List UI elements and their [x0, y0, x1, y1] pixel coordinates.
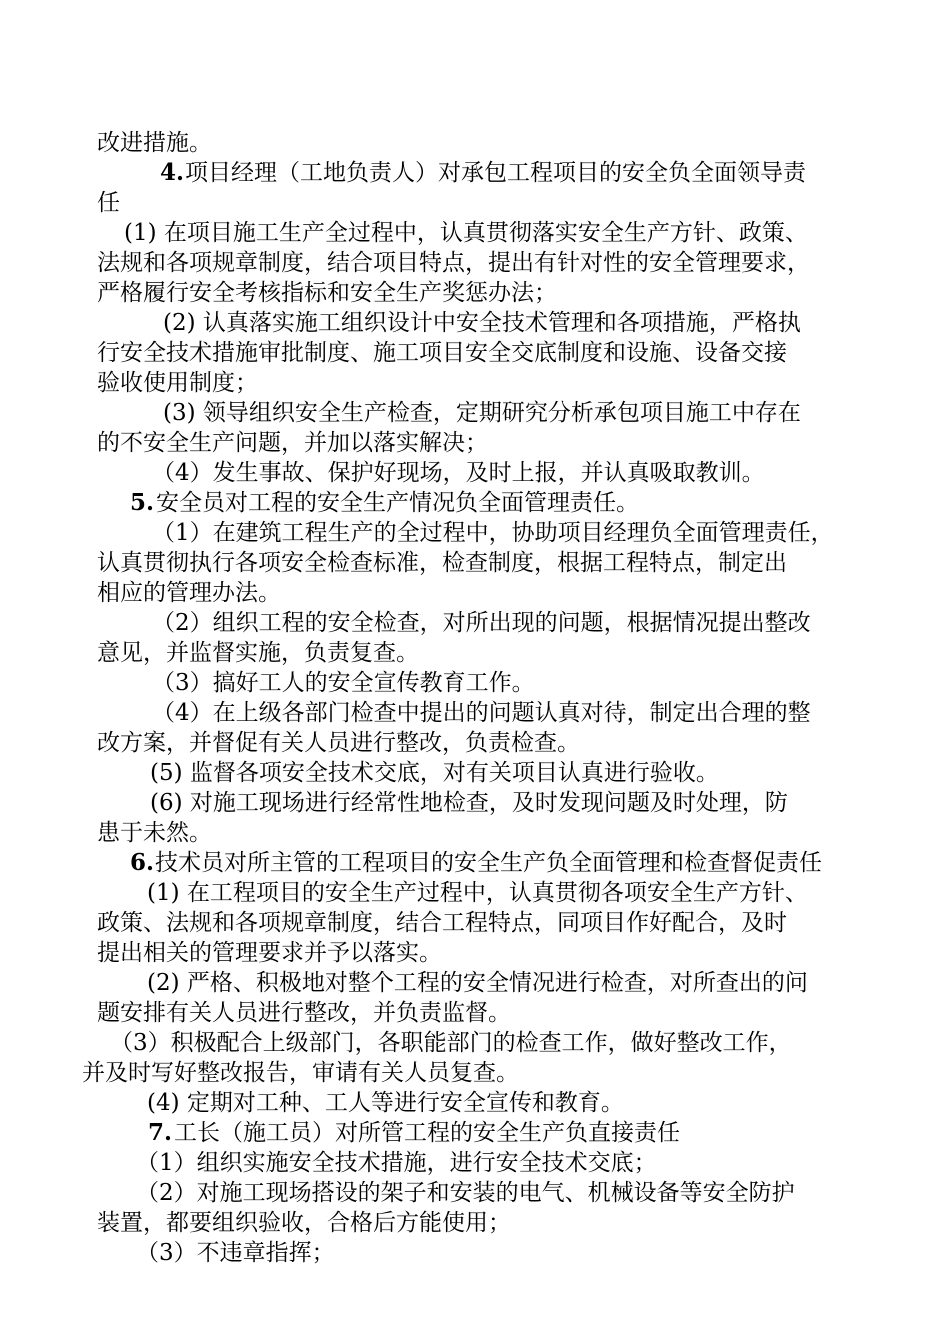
- text-line: （1）组织实施安全技术措施，进行安全技术交底；: [136, 1150, 657, 1176]
- section-number: 4.: [160, 159, 185, 186]
- text-line: （3）搞好工人的安全宣传教育工作。: [152, 670, 535, 696]
- text-line: 的不安全生产问题，并加以落实解决；: [97, 430, 488, 456]
- section-heading: 项目经理（工地负责人）对承包工程项目的安全负全面领导责: [185, 160, 806, 186]
- text-line: （4）在上级各部门检查中提出的问题认真对待，制定出合理的整: [152, 700, 811, 726]
- text-line: (5) 监督各项安全技术交底，对有关项目认真进行验收。: [150, 760, 719, 786]
- text-line: (4) 定期对工种、工人等进行安全宣传和教育。: [147, 1090, 624, 1116]
- text-line: (6) 对施工现场进行经常性地检查，及时发现问题及时处理，防: [150, 790, 788, 816]
- text-line: 题安排有关人员进行整改，并负责监督。: [97, 1000, 511, 1026]
- text-line: (2) 严格、积极地对整个工程的安全情况进行检查，对所查出的问: [147, 970, 808, 996]
- text-line: 政策、法规和各项规章制度，结合工程特点，同项目作好配合，及时: [97, 910, 787, 936]
- section-number: 7.: [148, 1119, 173, 1146]
- text-line: 并及时写好整改报告，审请有关人员复查。: [82, 1060, 519, 1086]
- section-number: 6.: [130, 849, 155, 876]
- text-line: （2）组织工程的安全检查，对所出现的问题，根据情况提出整改: [152, 610, 811, 636]
- text-line: 改进措施。: [97, 130, 212, 156]
- text-line: 行安全技术措施审批制度、施工项目安全交底制度和设施、设备交接: [97, 340, 787, 366]
- text-line: 法规和各项规章制度，结合项目特点，提出有针对性的安全管理要求，: [97, 250, 810, 276]
- text-line: (3) 领导组织安全生产检查，定期研究分析承包项目施工中存在: [163, 400, 801, 426]
- text-line: 意见，并监督实施，负责复查。: [97, 640, 419, 666]
- text-line: 提出相关的管理要求并予以落实。: [97, 940, 442, 966]
- text-line: 验收使用制度；: [97, 370, 258, 396]
- text-line: (2) 认真落实施工组织设计中安全技术管理和各项措施，严格执: [163, 310, 801, 336]
- text-line: 任: [97, 190, 120, 216]
- text-line: （3）积极配合上级部门，各职能部门的检查工作，做好整改工作，: [110, 1030, 792, 1056]
- section-heading: 安全员对工程的安全生产情况负全面管理责任。: [156, 490, 639, 516]
- text-line: 装置，都要组织验收，合格后方能使用；: [97, 1210, 511, 1236]
- text-line: (1) 在工程项目的安全生产过程中，认真贯彻各项安全生产方针、: [147, 880, 808, 906]
- text-line: (1) 在项目施工生产全过程中，认真贯彻落实安全生产方针、政策、: [124, 220, 808, 246]
- text-line: （2）对施工现场搭设的架子和安装的电气、机械设备等安全防护: [136, 1180, 795, 1206]
- section-number: 5.: [130, 489, 155, 516]
- text-line: 改方案，并督促有关人员进行整改，负责检查。: [97, 730, 580, 756]
- text-line: 相应的管理办法。: [97, 580, 281, 606]
- text-line: 认真贯彻执行各项安全检查标准，检查制度，根据工程特点，制定出: [97, 550, 787, 576]
- text-line: （3）不违章指挥；: [136, 1240, 335, 1266]
- text-line: （4）发生事故、保护好现场，及时上报，并认真吸取教训。: [152, 460, 765, 486]
- section-heading: 技术员对所主管的工程项目的安全生产负全面管理和检查督促责任: [155, 850, 822, 876]
- text-line: （1）在建筑工程生产的全过程中，协助项目经理负全面管理责任，: [152, 520, 834, 546]
- section-heading: 工长（施工员）对所管工程的安全生产负直接责任: [174, 1120, 680, 1146]
- text-line: 严格履行安全考核指标和安全生产奖惩办法；: [97, 280, 557, 306]
- text-line: 患于未然。: [97, 820, 212, 846]
